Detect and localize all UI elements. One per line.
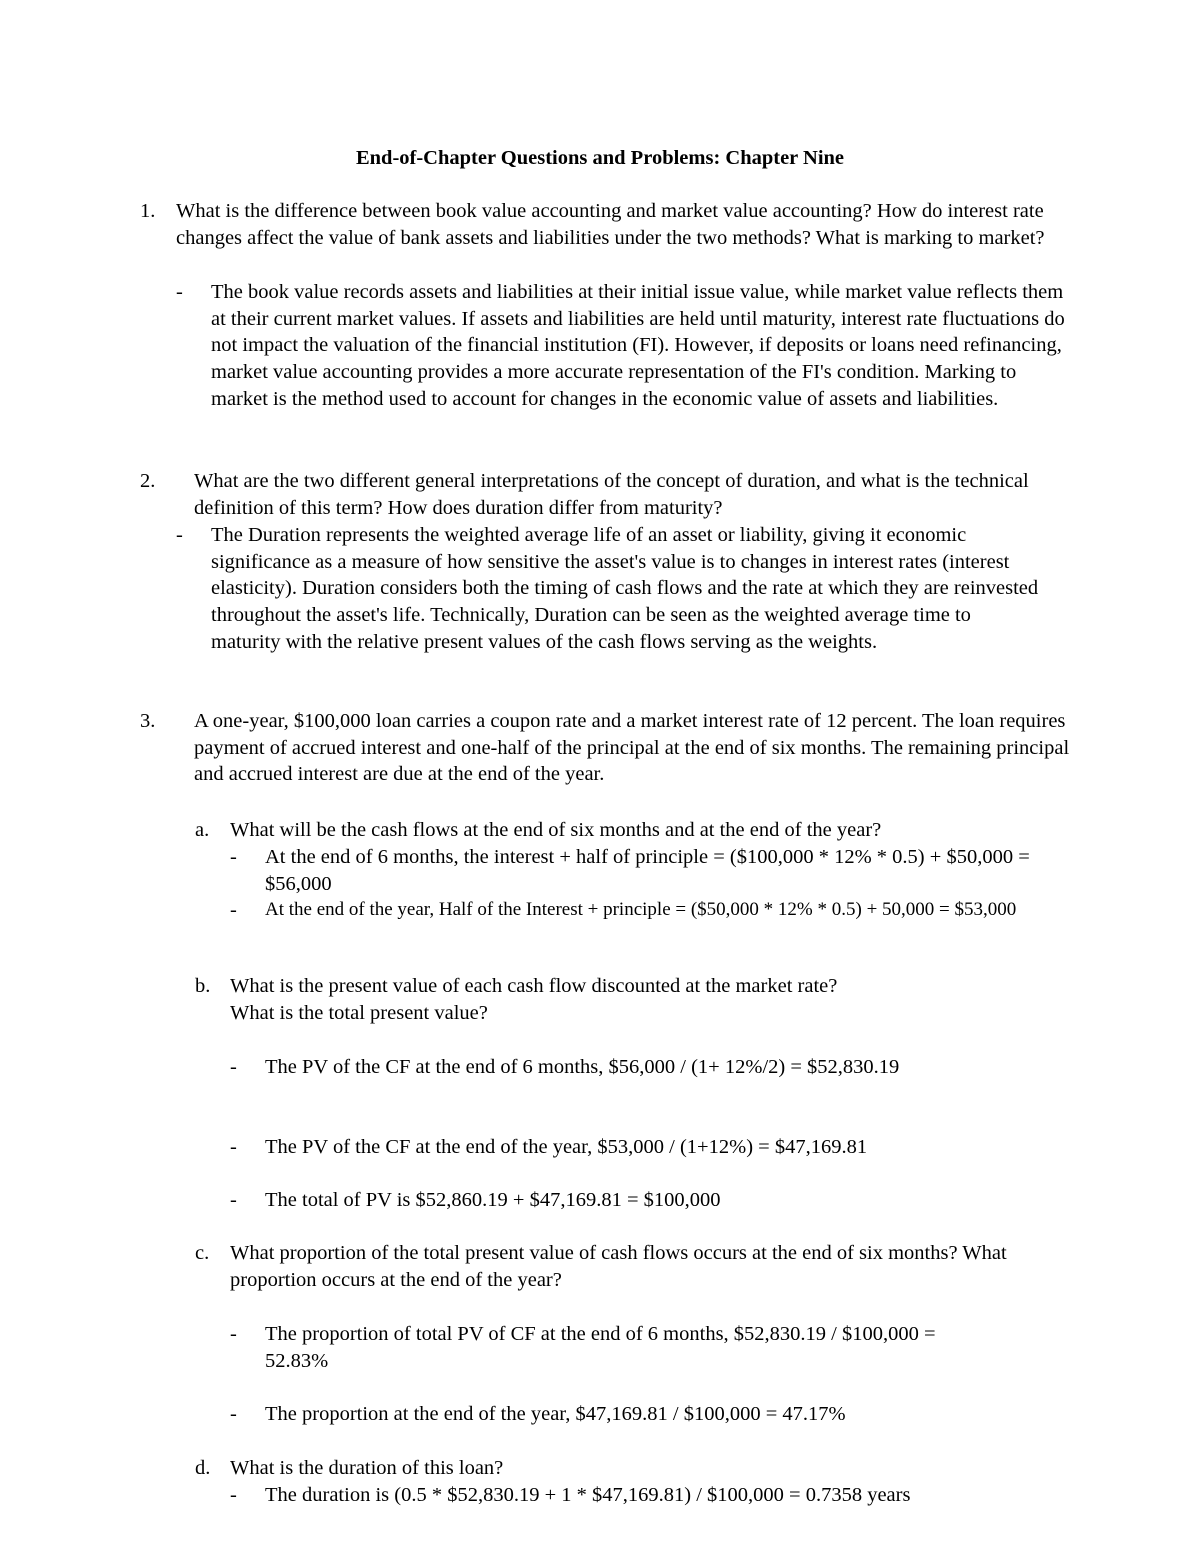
q3b-answer2-bullet: - (230, 1136, 237, 1158)
q3b-label: b. (195, 975, 211, 997)
q3a-label: a. (195, 819, 210, 841)
q2-question: What are the two different general interpretations of the concept of duration, and what is the technical definition of this term? How does duration differ from maturity? (194, 470, 1029, 519)
q1-number: 1. (140, 200, 156, 222)
q1-question: What is the difference between book value accounting and market value accounting? How do interest rate changes affect the value of bank assets and liabilities under the two methods? What is marking to market? (176, 200, 1045, 249)
q3b-question-line1: What is the present value of each cash flow discounted at the market rate? (230, 975, 838, 997)
q2-answer: The Duration represents the weighted average life of an asset or liability, giving it economic significance as a measure of how sensitive the asset's value is to changes in interest rates (interest elasticity). Duration considers both the timing of cash flows and the rate at which they are reinvested throughout the asset's life. Technically, Duration can be seen as the weighted average time to maturity with the relative present values of the cash flows serving as the weights. (211, 524, 1039, 653)
q3a-answer1-bullet: - (230, 846, 237, 868)
q3b-answer1-bullet: - (230, 1056, 237, 1078)
q3c-answer2-bullet: - (230, 1403, 237, 1425)
q3b-answer2: The PV of the CF at the end of the year, $53,000 / (1+12%) = $47,169.81 (265, 1136, 868, 1158)
q3c-question: What proportion of the total present value of cash flows occurs at the end of six months? What proportion occurs at the end of the year? (230, 1242, 1007, 1291)
q3c-answer2: The proportion at the end of the year, $47,169.81 / $100,000 = 47.17% (265, 1403, 846, 1425)
q1-answer: The book value records assets and liabilities at their initial issue value, while market value reflects them at their current market values. If assets and liabilities are held until maturity, interest rate fluctuations do not impact the valuation of the financial institution (FI). However, if deposits or loans need refinancing, market value accounting provides a more accurate representation of the FI's condition. Marking to market is the method used to account for changes in the economic value of assets and liabilities. (211, 281, 1065, 410)
page-title: End-of-Chapter Questions and Problems: Chapter Nine (355, 147, 845, 169)
q3b-answer1: The PV of the CF at the end of 6 months, $56,000 / (1+ 12%/2) = $52,830.19 (265, 1056, 900, 1078)
q3-number: 3. (140, 710, 156, 732)
q1-answer-bullet: - (176, 281, 183, 303)
q3d-question: What is the duration of this loan? (230, 1457, 504, 1479)
q2-number: 2. (140, 470, 156, 492)
q2-answer-bullet: - (176, 524, 183, 546)
q3c-answer1-bullet: - (230, 1323, 237, 1345)
q3d-answer1-bullet: - (230, 1484, 237, 1506)
q3a-answer1: At the end of 6 months, the interest + half of principle = ($100,000 * 12% * 0.5) + $50,000 = $56,000 (265, 846, 1030, 895)
q3a-question: What will be the cash flows at the end of six months and at the end of the year? (230, 819, 882, 841)
q3b-answer3: The total of PV is $52,860.19 + $47,169.81 = $100,000 (265, 1189, 721, 1211)
q3a-answer2-bullet: - (230, 899, 237, 921)
q3b-answer3-bullet: - (230, 1189, 237, 1211)
q3a-answer2: At the end of the year, Half of the Interest + principle = ($50,000 * 12% * 0.5) + 50,000 = $53,000 (265, 899, 1017, 920)
q3d-answer1: The duration is (0.5 * $52,830.19 + 1 * $47,169.81) / $100,000 = 0.7358 years (265, 1484, 911, 1506)
q3b-question-line2: What is the total present value? (230, 1002, 488, 1024)
q3-question: A one-year, $100,000 loan carries a coupon rate and a market interest rate of 12 percent. The loan requires payment of accrued interest and one-half of the principal at the end of six months. The remaining principal and accrued interest are due at the end of the year. (194, 710, 1070, 786)
q3c-answer1: The proportion of total PV of CF at the end of 6 months, $52,830.19 / $100,000 = 52.83% (265, 1323, 936, 1372)
q3d-label: d. (195, 1457, 211, 1479)
q3c-label: c. (195, 1242, 210, 1264)
